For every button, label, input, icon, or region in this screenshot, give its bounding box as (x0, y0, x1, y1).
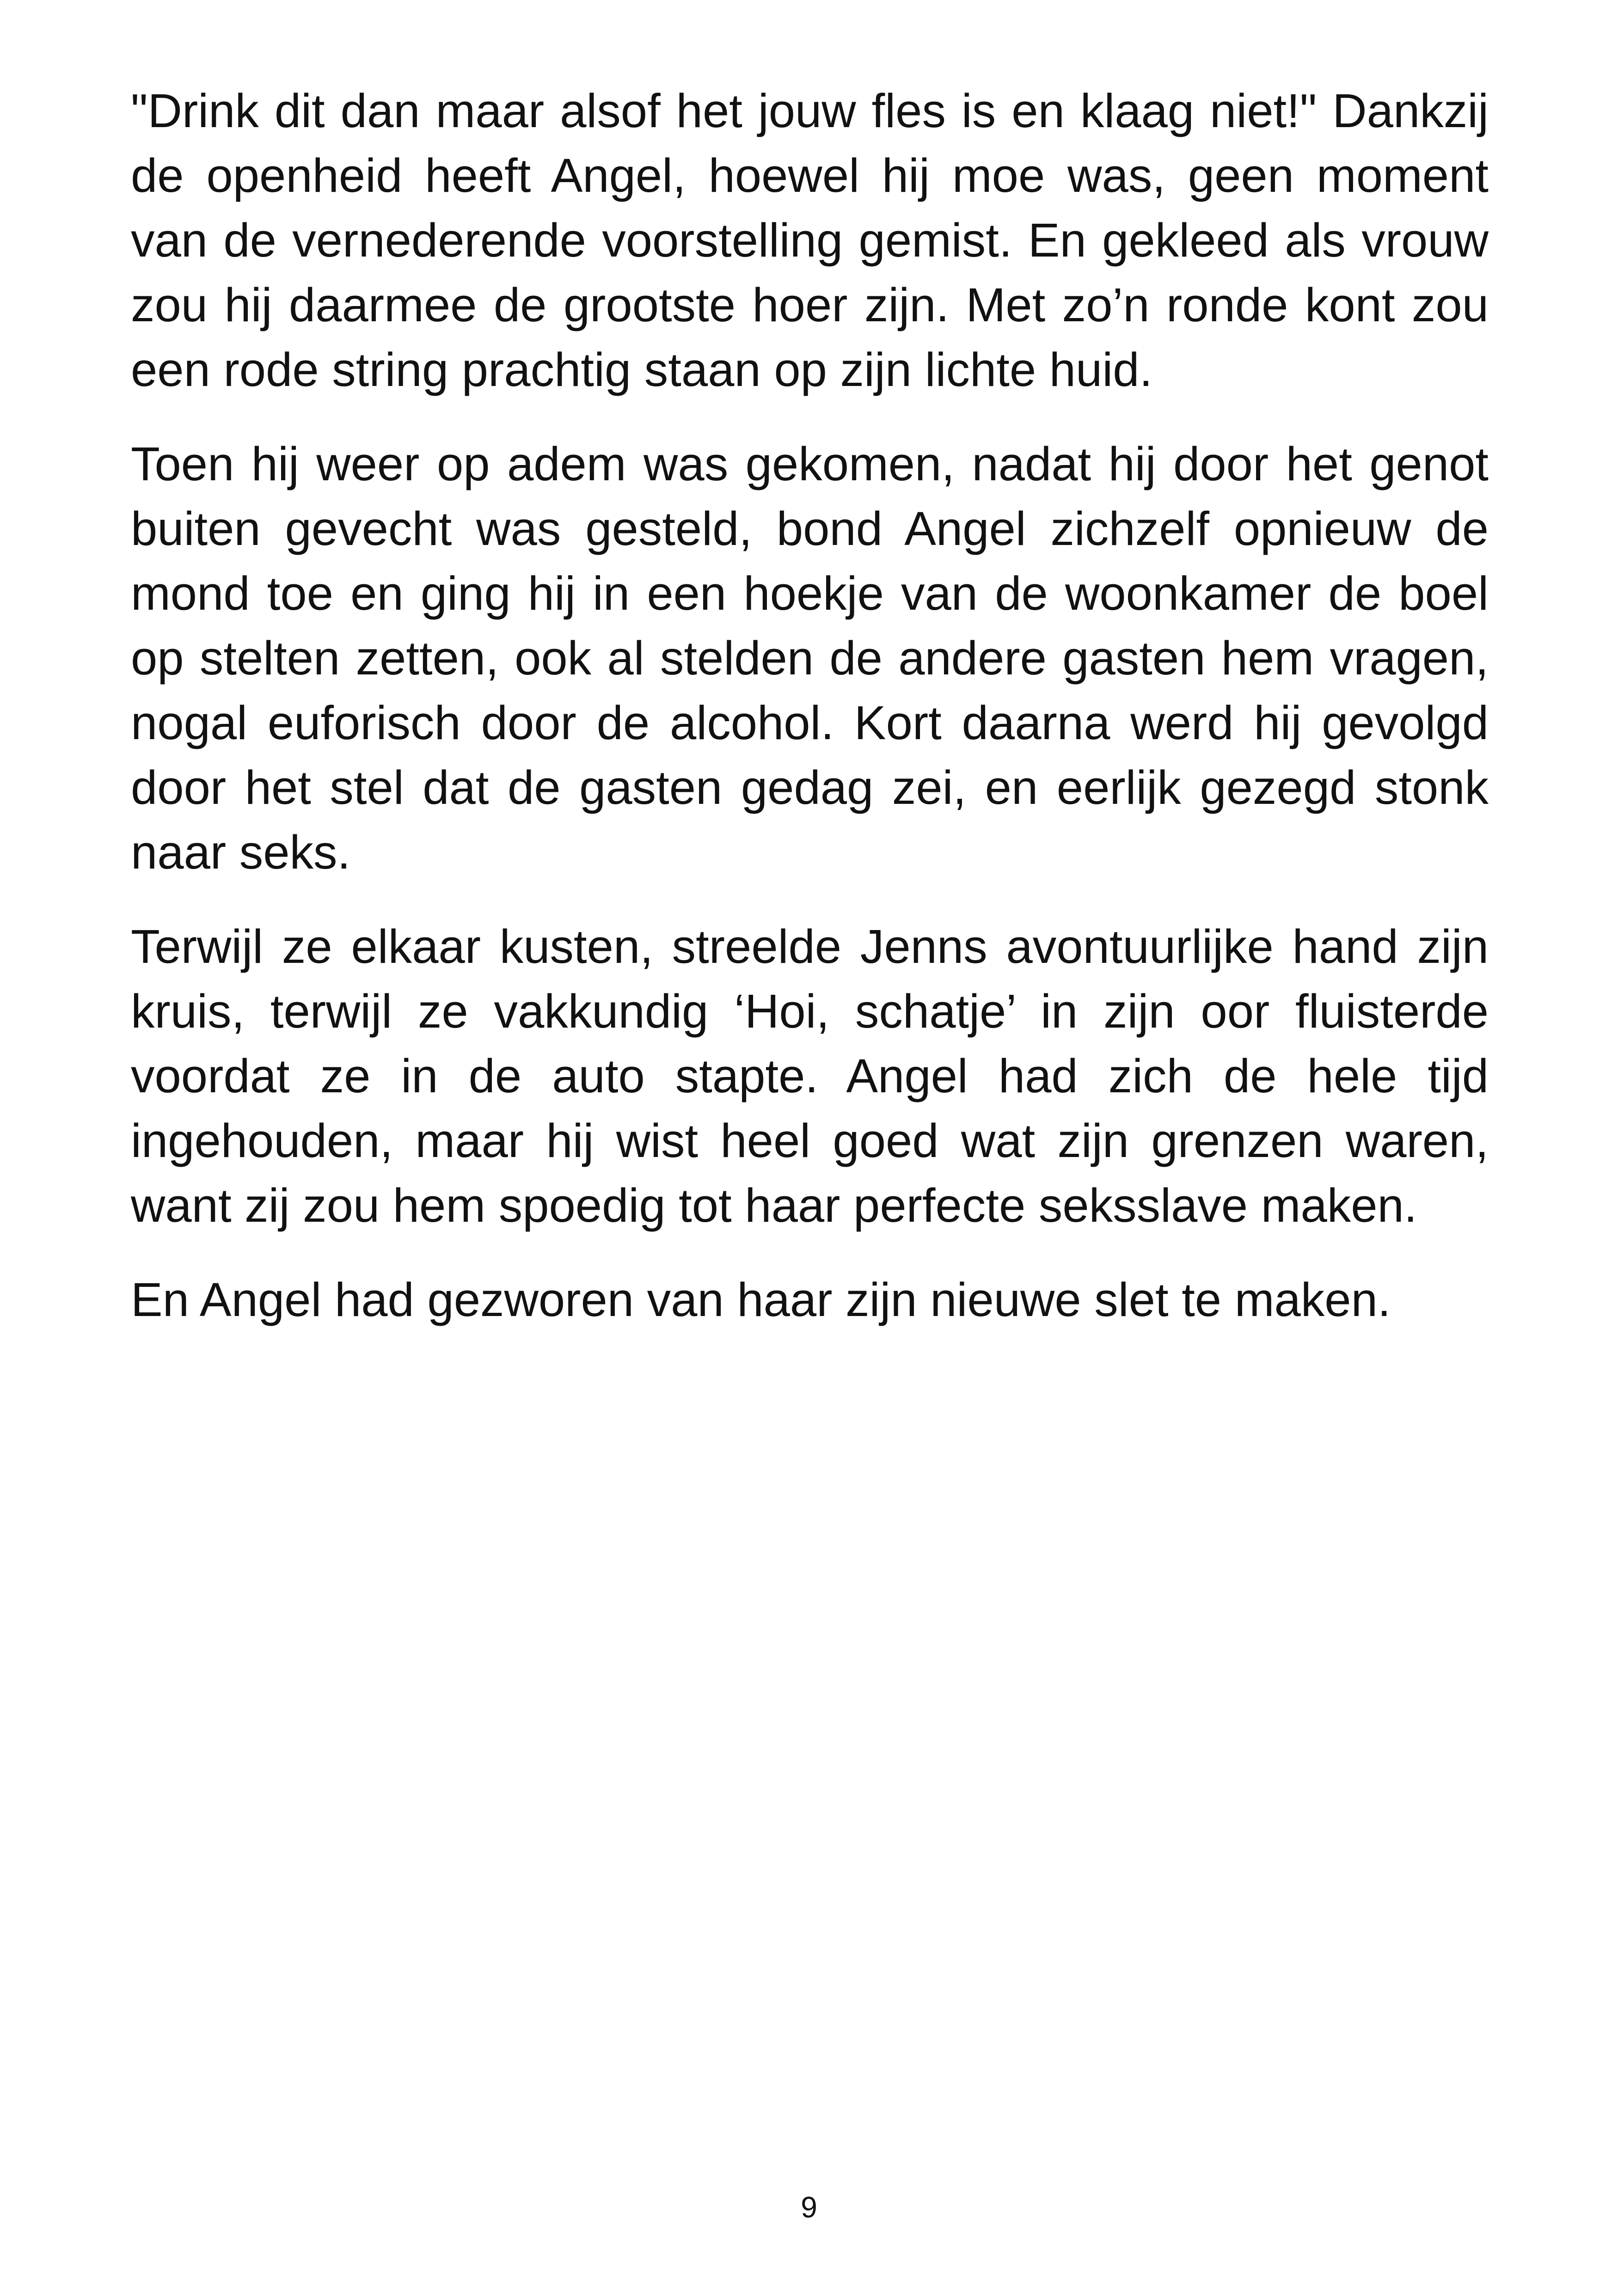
body-text (131, 79, 1489, 1362)
page-number: 9 (801, 2191, 817, 2224)
paragraph-3: Terwijl ze elkaar kusten, streelde Jenns avontuurlijke hand zijn kruis, terwijl ze vakkundig ‘Hoi, schatje’ in zijn oor fluisterde voordat ze in de auto stapte. Angel had zich de hele tijd ingehouden, maar hij wist heel goed wat zijn grenzen waren, want zij zou hem spoedig tot haar perfecte seksslave maken. (131, 920, 1489, 1232)
paragraph-2: Toen hij weer op adem was gekomen, nadat hij door het genot buiten gevecht was gesteld, bond Angel zichzelf opnieuw de mond toe en ging hij in een hoekje van de woonkamer de boel op stelten zetten, ook al stelden de andere gasten hem vragen, nogal euforisch door de alcohol. Kort daarna werd hij gevolgd door het stel dat de gasten gedag zei, en eerlijk gezegd stonk naar seks. (131, 437, 1489, 879)
paragraph-1: "Drink dit dan maar alsof het jouw fles is en klaag niet!" Dankzij de openheid heeft Angel, hoewel hij moe was, geen moment van de vernederende voorstelling gemist. En gekleed als vrouw zou hij daarmee de grootste hoer zijn. Met zo’n ronde kont zou een rode string prachtig staan op zijn lichte huid. (131, 84, 1489, 396)
paragraph-4: En Angel had gezworen van haar zijn nieuwe slet te maken. (131, 1273, 1391, 1326)
